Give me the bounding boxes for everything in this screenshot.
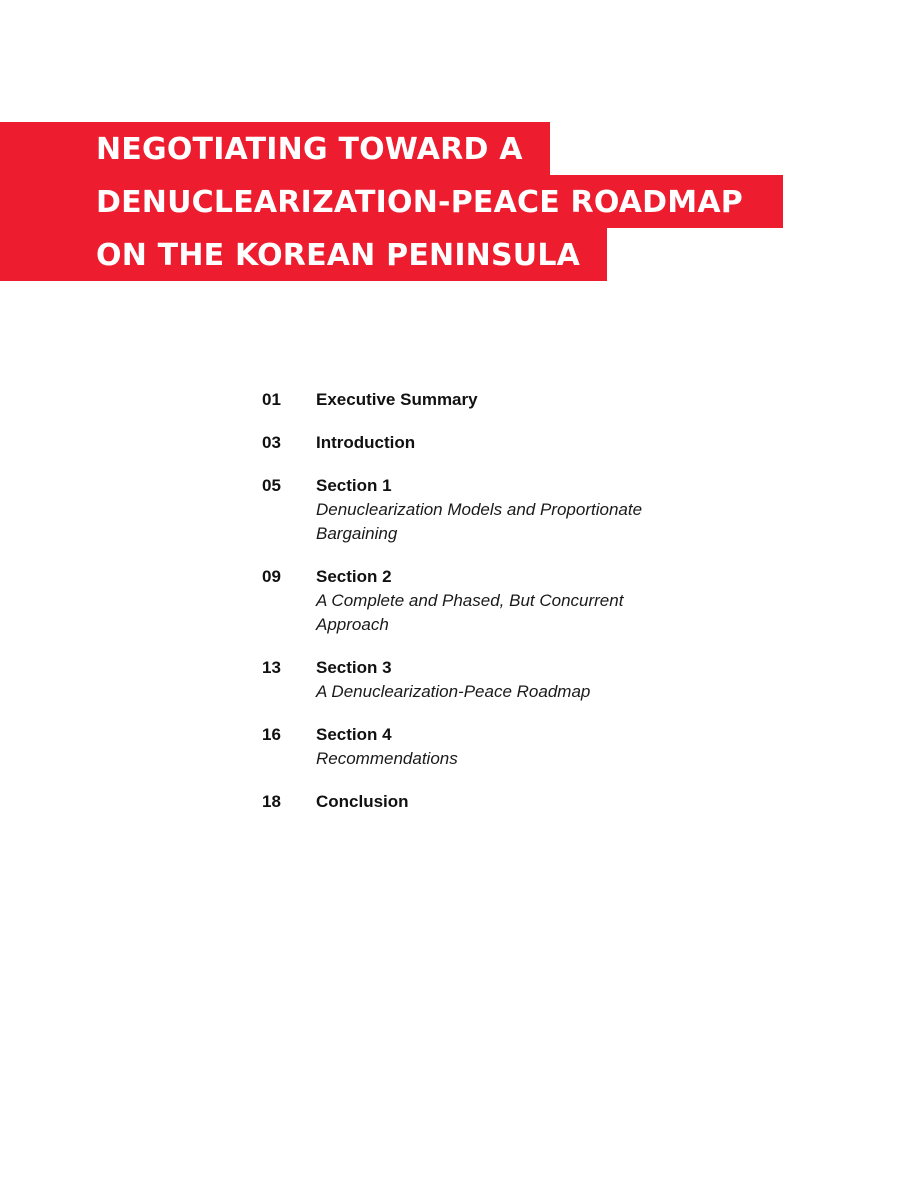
toc-entry-introduction[interactable] (262, 431, 762, 455)
toc-page-number: 13 (262, 658, 281, 677)
toc-subtitle: Denuclearization Models and Proportionate Bargaining (316, 500, 643, 543)
title-line-1: NEGOTIATING TOWARD A (0, 122, 550, 175)
toc-entry-body (316, 565, 762, 637)
toc-entry-body (316, 474, 762, 546)
toc-page-number: 09 (262, 567, 281, 586)
toc-heading: Executive Summary (316, 390, 478, 409)
toc-heading: Section 3 (316, 658, 392, 677)
toc-heading: Section 1 (316, 476, 392, 495)
toc-subtitle: A Denuclearization-Peace Roadmap (316, 682, 591, 701)
toc-subtitle: A Complete and Phased, But Concurrent Approach (316, 591, 624, 634)
toc-entry-body (316, 388, 762, 412)
toc-page-number: 01 (262, 390, 281, 409)
toc-subtitle: Recommendations (316, 749, 458, 768)
toc-entry-conclusion[interactable] (262, 790, 762, 814)
toc-heading: Section 4 (316, 725, 392, 744)
report-title (0, 122, 783, 281)
toc-entry-body (316, 723, 762, 771)
toc-entry-section-2[interactable] (262, 565, 762, 637)
title-line-3: ON THE KOREAN PENINSULA (0, 228, 607, 281)
toc-heading: Conclusion (316, 792, 409, 811)
toc-entry-executive-summary[interactable] (262, 388, 762, 412)
title-line-2: DENUCLEARIZATION-PEACE ROADMAP (0, 175, 783, 228)
toc-entry-body (316, 790, 762, 814)
toc-entry-section-4[interactable] (262, 723, 762, 771)
toc-heading: Section 2 (316, 567, 392, 586)
toc-entry-body (316, 656, 762, 704)
toc-page-number: 16 (262, 725, 281, 744)
table-of-contents (262, 388, 762, 833)
toc-entry-section-3[interactable] (262, 656, 762, 704)
toc-heading: Introduction (316, 433, 416, 452)
toc-entry-body (316, 431, 762, 455)
toc-page-number: 18 (262, 792, 281, 811)
toc-entry-section-1[interactable] (262, 474, 762, 546)
toc-page-number: 03 (262, 433, 281, 452)
toc-page-number: 05 (262, 476, 281, 495)
